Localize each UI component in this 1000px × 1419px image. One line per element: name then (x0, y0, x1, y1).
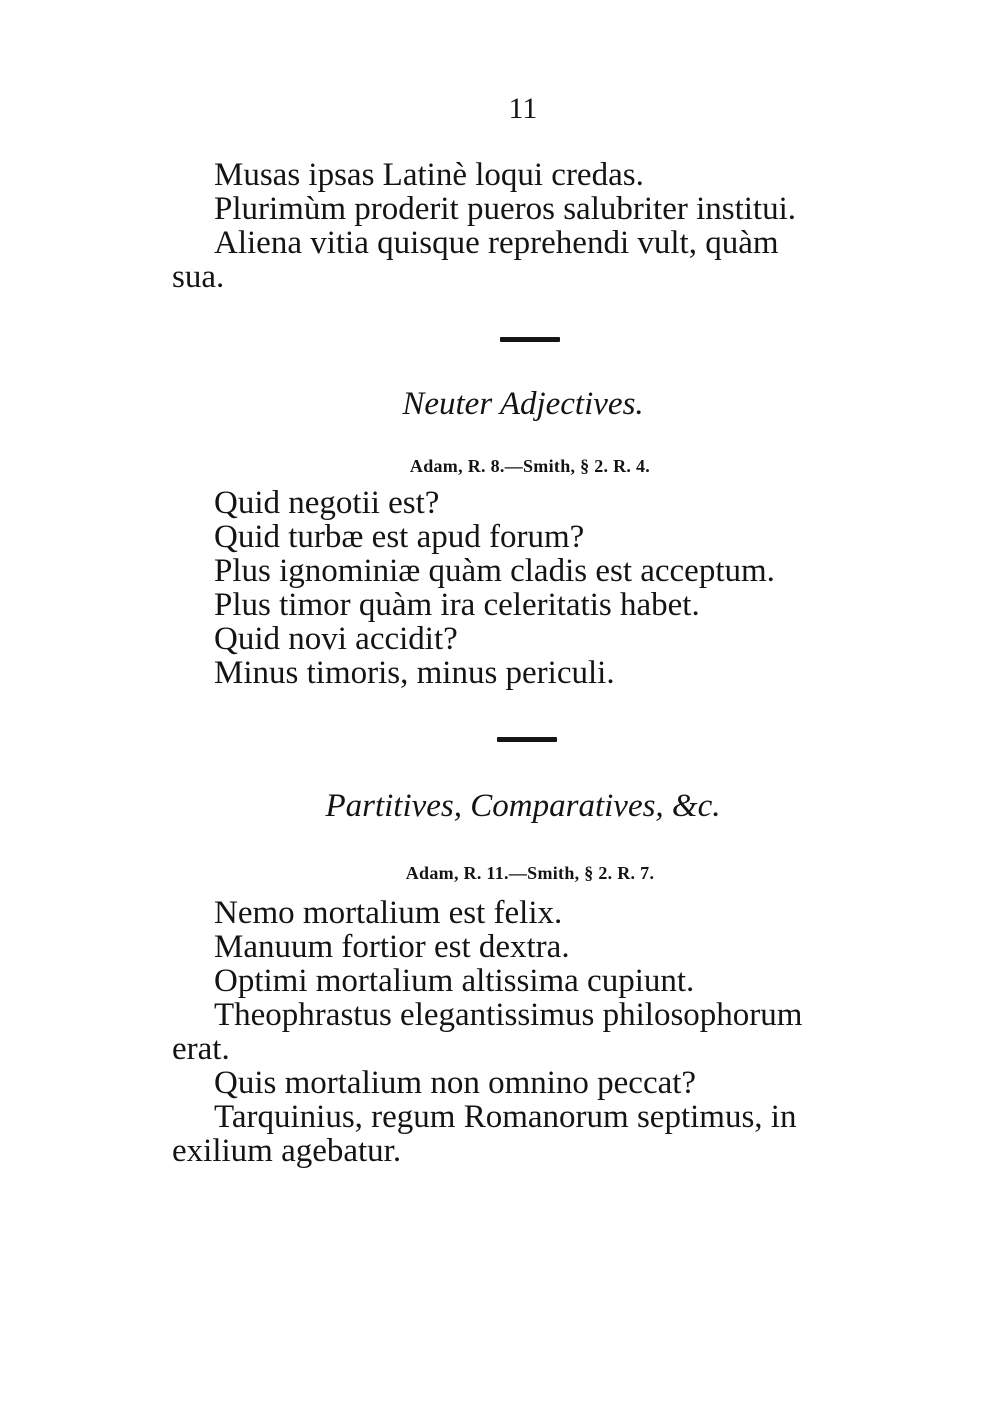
intro-text (172, 158, 884, 294)
section-divider (497, 737, 557, 742)
section-divider (500, 337, 560, 342)
grammar-reference: Adam, R. 8.—Smith, § 2. R. 4. (409, 456, 651, 476)
text-line: Aliena vitia quisque reprehendi vult, quàm (214, 225, 779, 261)
text-line: Plurimùm proderit pueros salubriter institui. (214, 191, 797, 227)
text-line: Quid novi accidit? (214, 621, 458, 657)
section-heading-partitives: Partitives, Comparatives, &c. (325, 788, 721, 824)
text-line: sua. (172, 259, 225, 295)
neuter-adjectives-examples (172, 486, 884, 690)
text-line: Plus timor quàm ira celeritatis habet. (214, 587, 700, 623)
text-line: Optimi mortalium altissima cupiunt. (214, 963, 695, 999)
text-line: exilium agebatur. (172, 1133, 402, 1169)
text-line: Theophrastus elegantissimus philosophorum (214, 997, 803, 1033)
text-line: Quid negotii est? (214, 485, 440, 521)
text-line: erat. (172, 1031, 230, 1067)
text-line: Quis mortalium non omnino peccat? (214, 1065, 697, 1101)
section-heading-neuter-adjectives: Neuter Adjectives. (402, 386, 644, 422)
page-number: 11 (508, 92, 538, 125)
text-line: Quid turbæ est apud forum? (214, 519, 585, 555)
partitives-examples (172, 896, 884, 1168)
text-line: Minus timoris, minus periculi. (214, 655, 615, 691)
grammar-reference: Adam, R. 11.—Smith, § 2. R. 7. (405, 863, 655, 883)
text-line: Plus ignominiæ quàm cladis est acceptum. (214, 553, 775, 589)
text-line: Nemo mortalium est felix. (214, 895, 563, 931)
text-line: Musas ipsas Latinè loqui credas. (214, 157, 644, 193)
text-line: Tarquinius, regum Romanorum septimus, in (214, 1099, 797, 1135)
text-line: Manuum fortior est dextra. (214, 929, 570, 965)
